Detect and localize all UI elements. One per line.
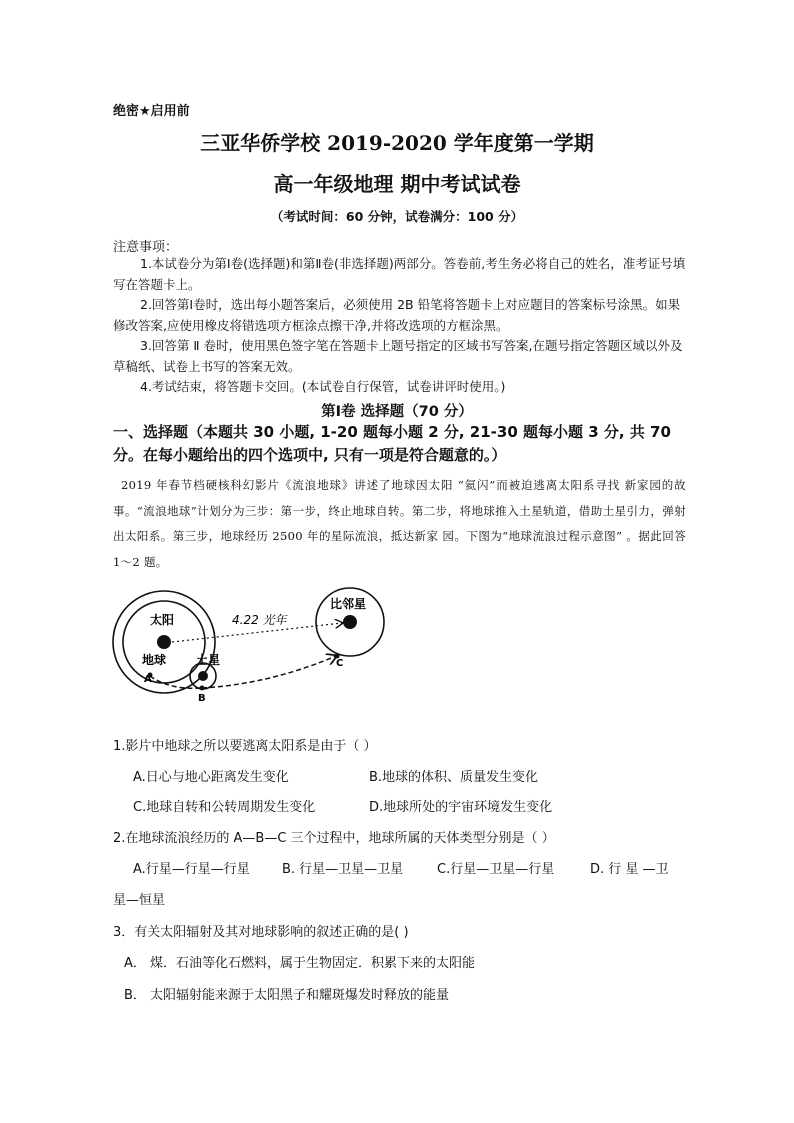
saturn-dot	[198, 671, 208, 681]
question-2-option-d-continued: 星—恒星	[113, 893, 166, 908]
part1-title: 第Ⅰ卷 选择题（70 分）	[321, 404, 473, 420]
question-2-option-d: D. 行 星 —卫	[590, 862, 669, 877]
exam-subtitle: 高一年级地理 期中考试试卷	[273, 172, 521, 196]
sun-label: 太阳	[150, 613, 175, 627]
question-1-option-d: D.地球所处的宇宙环境发生变化	[369, 800, 553, 815]
question-3-option-b: B． 太阳辐射能来源于太阳黑子和耀斑爆发时释放的能量	[124, 988, 450, 1003]
note-item: 3.回答第 Ⅱ 卷时，使用黑色签字笔在答题卡上题号指定的区域书写答案,在题号指定答题区域以外及草稿纸、试卷上书写的答案无效。	[113, 338, 683, 374]
question-1-option-b: B.地球的体积、质量发生变化	[369, 770, 539, 785]
exam-time-info: （考试时间：60 分钟，试卷满分：100 分）	[270, 209, 524, 224]
note-item: 4.考试结束，将答题卡交回。(本试卷自行保管，试卷讲评时使用。)	[140, 379, 506, 394]
question-1-option-c: C.地球自转和公转周期发生变化	[133, 800, 316, 815]
question-2-option-c: C.行星—卫星—行星	[437, 862, 555, 877]
section1-instructions: 一、选择题（本题共 30 小题, 1-20 题每小题 2 分, 21-30 题每小题 3 分, 共 70 分。在每小题给出的四个选项中, 只有一项是符合题意的。）	[113, 423, 671, 464]
point-b-label: B	[198, 693, 206, 704]
path-b-to-c	[202, 656, 336, 688]
proxima-dot	[343, 615, 357, 629]
exam-title: 三亚华侨学校 2019-2020 学年度第一学期	[200, 131, 594, 155]
earth-label: 地球	[142, 653, 167, 667]
question-2-stem: 2.在地球流浪经历的 A—B—C 三个过程中，地球所属的天体类型分别是（ ）	[113, 831, 555, 846]
question-1-option-a: A.日心与地心距离发生变化	[133, 770, 289, 785]
sun-dot	[157, 635, 171, 649]
question-2-option-b: B. 行星—卫星—卫星	[282, 862, 404, 877]
note-item: 2.回答第Ⅰ卷时，选出每小题答案后，必须使用 2B 铅笔将答题卡上对应题目的答案标号涂黑。如果修改答案,应使用橡皮将错选项方框涂点擦干净,并将改选项的方框涂黑。	[113, 297, 681, 333]
question-2-option-a: A.行星—行星—行星	[133, 862, 250, 877]
question-3-stem: 3．有关太阳辐射及其对地球影响的叙述正确的是( )	[113, 925, 409, 940]
reading-passage: 2019 年春节档硬核科幻影片《流浪地球》讲述了地球因太阳 “氦闪”而被迫逃离太阳系寻找 新家园的故事。“流浪地球”计划分为三步：第一步，终止地球自转。第二步，将地球推入土星轨道，借助土星引力，弹射出太阳系。第三步，地球经历 2500 年的星际流浪，抵达新家 园。下图为“地球流浪过程示意图” 。据此回答 1～2 题。	[113, 478, 686, 569]
point-c-label: C	[336, 658, 344, 669]
confidential-mark: 绝密★启用前	[113, 104, 190, 119]
proxima-label: 比邻星	[330, 597, 367, 611]
question-3-option-a: A． 煤．石油等化石燃料，属于生物固定．积累下来的太阳能	[124, 956, 476, 971]
earth-wandering-diagram	[110, 586, 400, 706]
note-item: 1.本试卷分为第Ⅰ卷(选择题)和第Ⅱ卷(非选择题)两部分。答卷前,考生务必将自己的姓名，准考证号填写在答题卡上。	[113, 256, 686, 292]
question-1-stem: 1.影片中地球之所以要逃离太阳系是由于（ ）	[113, 739, 377, 754]
saturn-label: 土星	[196, 653, 221, 667]
distance-label: 4.22 光年	[232, 613, 287, 627]
point-a-label: A	[144, 674, 152, 685]
notes-heading: 注意事项：	[113, 240, 179, 255]
point-b-dot	[200, 686, 205, 691]
